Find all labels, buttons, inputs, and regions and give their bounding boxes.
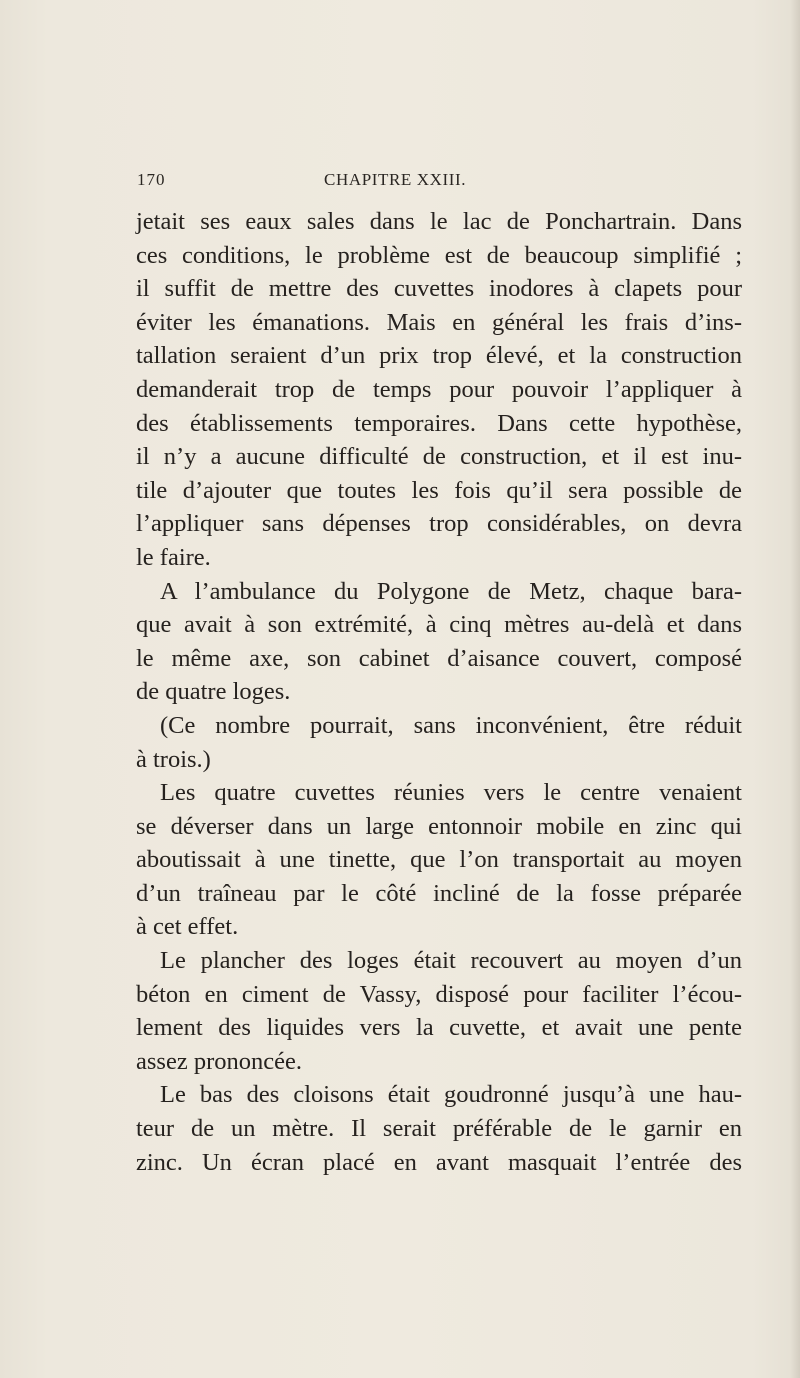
text-line: (Ce nombre pourrait, sans inconvénient, être réduit — [160, 711, 742, 739]
text-line: il suffit de mettre des cuvettes inodores à clapets pour — [136, 275, 742, 303]
page-edge-shadow — [790, 0, 800, 1378]
text-line: teur de un mètre. Il serait préférable de le garnir en — [136, 1115, 742, 1143]
text-line: à trois.) — [136, 745, 211, 773]
text-line: béton en ciment de Vassy, disposé pour faciliter l’écou- — [136, 980, 742, 1008]
text-line: d’un traîneau par le côté incliné de la fosse préparée — [136, 879, 742, 907]
text-line: l’appliquer sans dépenses trop considérables, on devra — [136, 510, 742, 538]
text-line: demanderait trop de temps pour pouvoir l’appliquer à — [136, 375, 742, 403]
text-line: assez prononcée. — [136, 1047, 302, 1075]
chapter-title: CHAPITRE XXIII. — [324, 170, 467, 189]
text-line: A l’ambulance du Polygone de Metz, chaque bara- — [160, 577, 742, 605]
running-head — [132, 170, 692, 194]
text-line: zinc. Un écran placé en avant masquait l’entrée des — [136, 1148, 742, 1176]
text-line: des établissements temporaires. Dans cette hypothèse, — [136, 409, 742, 437]
text-line: à cet effet. — [136, 913, 239, 941]
text-line: il n’y a aucune difficulté de construction, et il est inu- — [136, 443, 742, 471]
text-line: Le plancher des loges était recouvert au moyen d’un — [160, 947, 742, 975]
text-line: de quatre loges. — [136, 678, 291, 706]
text-line: se déverser dans un large entonnoir mobile en zinc qui — [136, 812, 742, 840]
text-line: le même axe, son cabinet d’aisance couvert, composé — [136, 644, 742, 672]
text-line: lement des liquides vers la cuvette, et avait une pente — [136, 1014, 742, 1042]
text-line: Les quatre cuvettes réunies vers le centre venaient — [160, 779, 742, 807]
text-line: jetait ses eaux sales dans le lac de Ponchartrain. Dans — [136, 208, 742, 235]
page-number: 170 — [137, 170, 166, 189]
text-line: ces conditions, le problème est de beaucoup simplifié ; — [136, 241, 742, 269]
text-line: Le bas des cloisons était goudronné jusqu’à une hau- — [160, 1081, 742, 1109]
text-line: éviter les émanations. Mais en général les frais d’ins- — [136, 308, 742, 336]
text-line: tallation seraient d’un prix trop élevé, et la construction — [136, 342, 742, 370]
text-line: que avait à son extrémité, à cinq mètres au-delà et dans — [136, 611, 742, 639]
text-line: aboutissait à une tinette, que l’on transportait au moyen — [136, 846, 742, 874]
text-line: tile d’ajouter que toutes les fois qu’il sera possible de — [136, 476, 742, 504]
body-text — [136, 205, 742, 1179]
text-line: le faire. — [136, 543, 211, 571]
